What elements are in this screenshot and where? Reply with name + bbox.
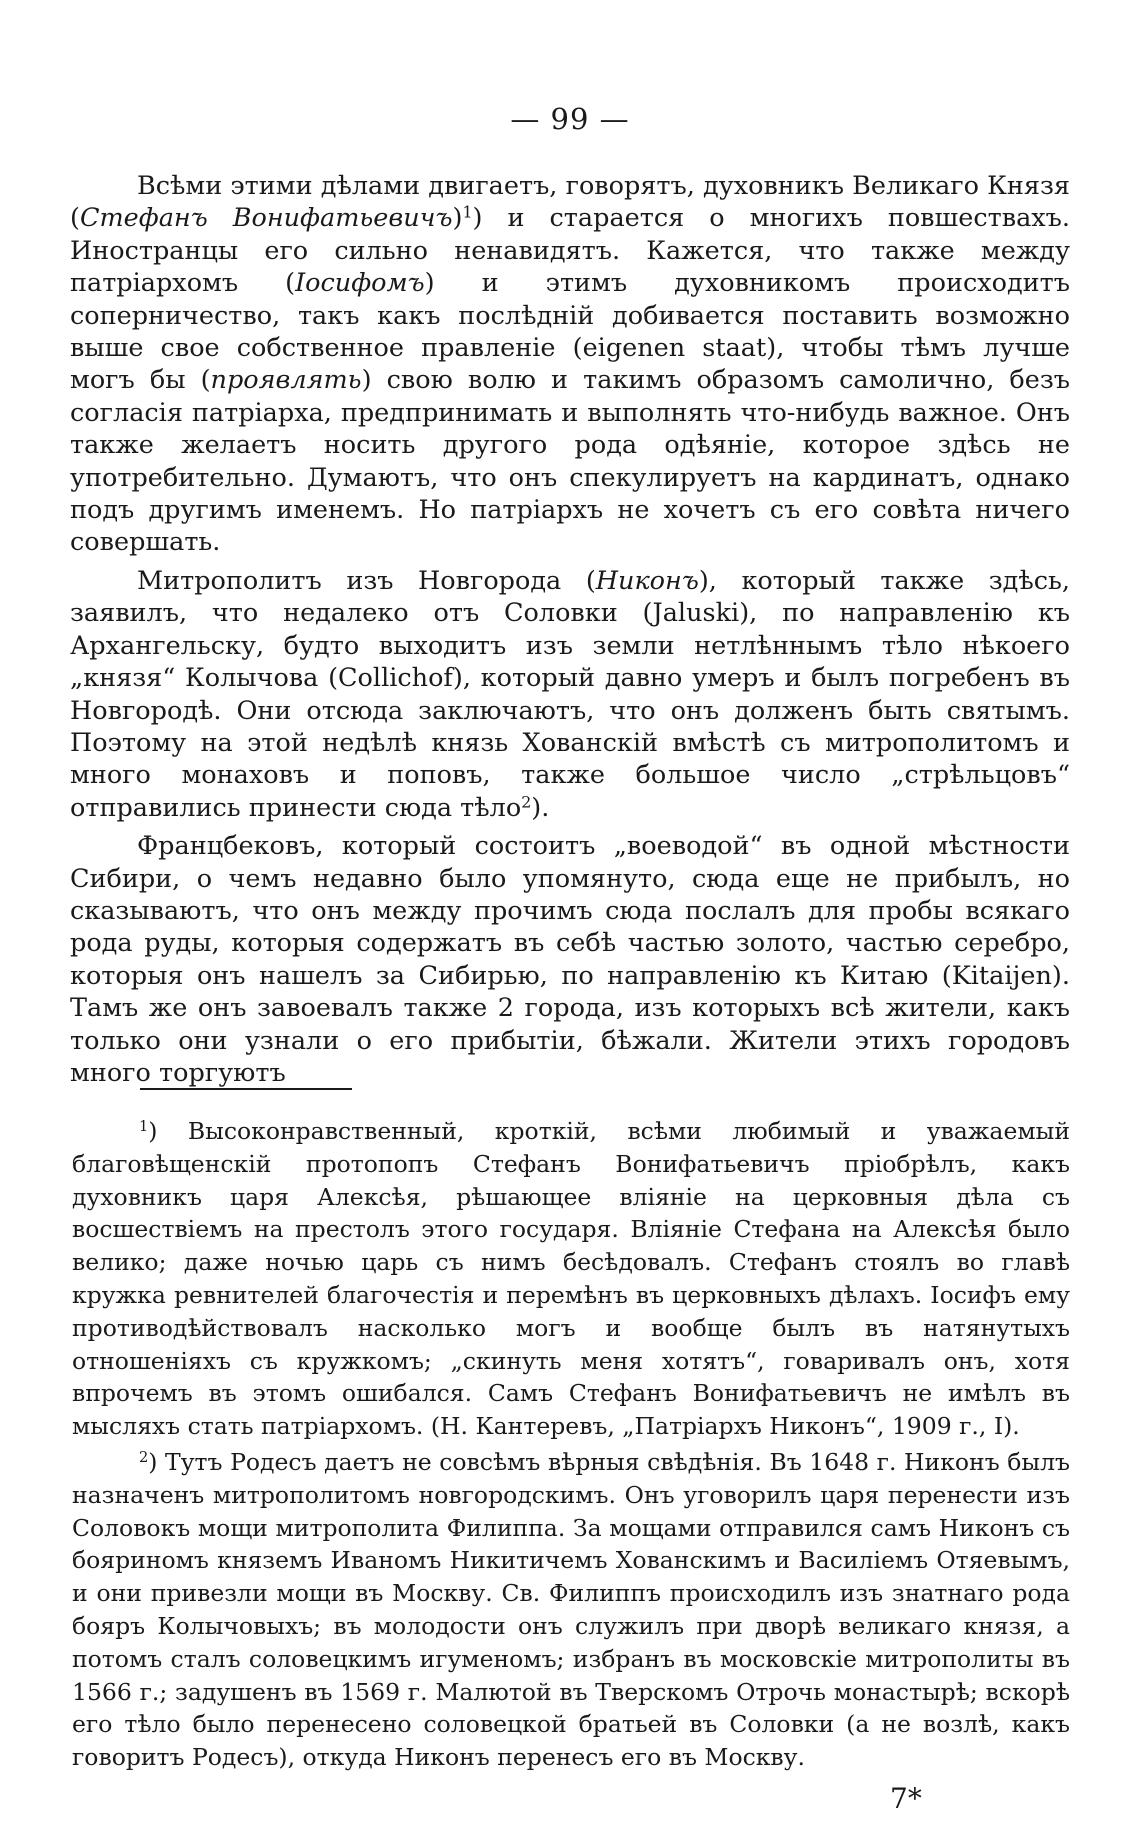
paragraph-2: Митрополитъ изъ Новгорода (Никонъ), который также здѣсь, заявилъ, что недалеко отъ Соловки (Jaluski), по направленію къ Архангельску, будто выходитъ изъ земли нетлѣннымъ тѣло нѣкоего „князя“ Колычова (Collichof), который давно умеръ и былъ погребенъ въ Новгородѣ. Они отсюда заключаютъ, что онъ долженъ быть святымъ. Поэтому на этой недѣлѣ князь Хованскій вмѣстѣ съ митрополитомъ и много монаховъ и поповъ, также большое число „стрѣльцовъ“ отправились принести сюда тѣло$^2$). [70,565,1070,823]
paragraph-3: Францбековъ, который состоитъ „воеводой“ въ одной мѣстности Сибири, о чемъ недавно было упомянуто, сюда еще не прибылъ, но сказываютъ, что онъ между прочимъ сюда послалъ для пробы всякаго рода руды, которыя содержатъ въ себѣ частью золото, частью серебро, которыя онъ нашелъ за Сибирью, по направленію къ Китаю (Kitaijen). Тамъ же онъ завоевалъ также 2 города, изъ которыхъ всѣ жители, какъ только они узнали о его прибытіи, бѣжали. Жители этихъ городовъ много торгуютъ [70,831,1070,1088]
paragraph-1: Всѣми этими дѣлами двигаетъ, говорятъ, духовникъ Великаго Князя (Стефанъ Вонифатьевичъ)$^1$) и старается о многихъ повшествахъ. Иностранцы его сильно ненавидятъ. Кажется, что также между патріархомъ (Іосифомъ) и этимъ духовникомъ происходитъ соперничество, такъ какъ послѣдній добивается поставить возможно выше свое собственное правленіе (eigenen staat), чтобы тѣмъ лучше могъ бы (проявлять) свою волю и такимъ образомъ самолично, безъ согласія патріарха, предпринимать и выполнять что-нибудь важное. Онъ также желаетъ носить другого рода одѣяніе, которое здѣсь не употребительно. Думаютъ, что онъ спекулируетъ на кардинатъ, однако подъ другимъ именемъ. Но патріархъ не хочетъ съ его совѣта ничего совершать. [70,171,1070,558]
main-text [70,170,1070,1089]
footnote-ref-1: 1 [462,202,473,222]
italic-name-stefan: Стефанъ Вонифатьевичъ [79,203,453,234]
italic-name-nikon: Никонъ [595,565,699,596]
footnote-ref-2: 2 [521,792,532,812]
footnote-divider [140,1088,352,1090]
italic-name-iosif: Іосифомъ [295,268,425,299]
italic-word-proyavlyat: проявлять [210,365,362,396]
footnotes [72,1115,1070,1774]
footnote-mark-1: 1 [139,1118,149,1135]
signature-mark: 7* [890,1782,922,1815]
footnote-2: $^2$) Тутъ Родесъ даетъ не совсѣмъ вѣрныя свѣдѣнія. Въ 1648 г. Никонъ былъ назначенъ митрополитомъ новгородскимъ. Онъ уговорилъ царя перенести изъ Соловокъ мощи митрополита Филиппа. За мощами отправился самъ Никонъ съ бояриномъ княземъ Иваномъ Никитичемъ Хованскимъ и Василіемъ Отяевымъ, и они привезли мощи въ Москву. Св. Филиппъ происходилъ изъ знатнаго рода бояръ Колычовыхъ; въ молодости онъ служилъ при дворѣ великаго князя, а потомъ сталъ соловецкимъ игуменомъ; избранъ въ московскіе митрополиты въ 1566 г.; задушенъ въ 1569 г. Малютой въ Тверскомъ Отрочь монастырѣ; вскорѣ его тѣло было перенесено соловецкой братьей въ Соловки (а не возлѣ, какъ говоритъ Родесъ), откуда Никонъ перенесъ его въ Москву. [72,1447,1070,1772]
footnote-mark-2: 2 [139,1448,149,1466]
footnote-1: $^1$) Высоконравственный, кроткій, всѣми любимый и уважаемый благовѣщенскій протопопъ Стефанъ Вонифатьевичъ пріобрѣлъ, какъ духовникъ царя Алексѣя, рѣшающее вліяніе на церковныя дѣла съ восшествіемъ на престолъ этого государя. Вліяніе Стефана на Алексѣя было велико; даже ночью царь съ нимъ бесѣдовалъ. Стефанъ стоялъ во главѣ кружка ревнителей благочестія и перемѣнъ въ церковныхъ дѣлахъ. Іосифъ ему противодѣйствовалъ насколько могъ и вообще былъ въ натянутыхъ отношеніяхъ съ кружкомъ; „скинуть меня хотятъ“, говаривалъ онъ, хотя впрочемъ въ этомъ ошибался. Самъ Стефанъ Вонифатьевичъ не имѣлъ въ мысляхъ стать патріархомъ. (Н. Кантеревъ, „Патріархъ Никонъ“, 1909 г., I). [72,1117,1070,1441]
page-number: — 99 — [510,102,630,136]
